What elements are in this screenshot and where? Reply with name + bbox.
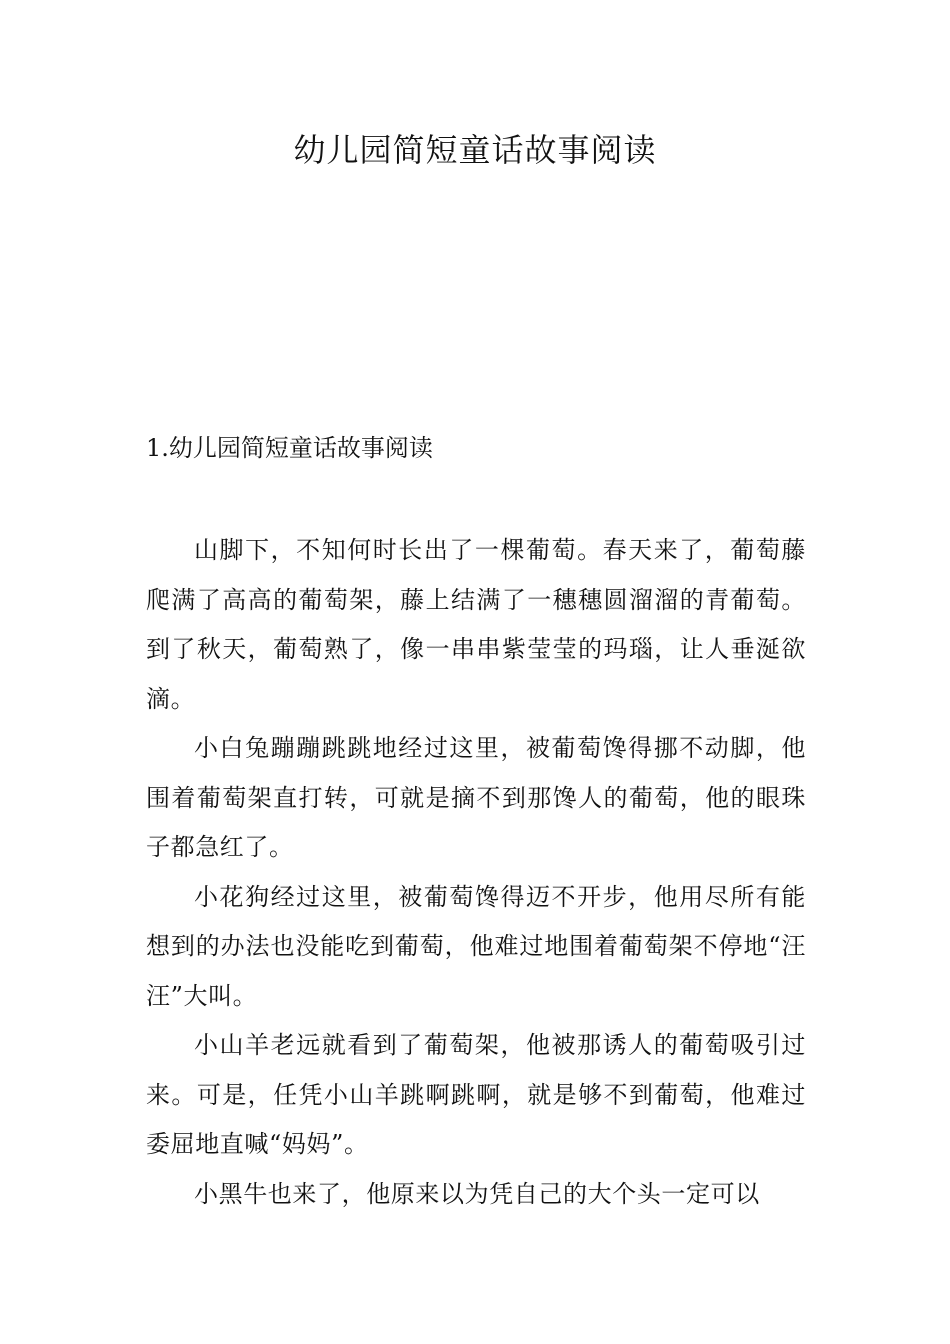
document-title: 幼儿园简短童话故事阅读	[293, 131, 657, 169]
paragraph: 小山羊老远就看到了葡萄架，他被那诱人的葡萄吸引过来。可是，任凭小山羊跳啊跳啊，就是够不到葡萄，他难过委屈地直喊“妈妈”。	[146, 1031, 806, 1158]
paragraph: 小黑牛也来了，他原来以为凭自己的大个头一定可以	[194, 1179, 760, 1208]
paragraph: 山脚下，不知何时长出了一棵葡萄。春天来了，葡萄藤爬满了高高的葡萄架，藤上结满了一穗穗圆溜溜的青葡萄。到了秋天，葡萄熟了，像一串串紫莹莹的玛瑙，让人垂涎欲滴。	[146, 536, 806, 713]
paragraph: 小花狗经过这里，被葡萄馋得迈不开步，他用尽所有能想到的办法也没能吃到葡萄，他难过地围着葡萄架不停地“汪汪”大叫。	[146, 882, 806, 1010]
story-body	[146, 526, 806, 1219]
section-heading: 1.幼儿园简短童话故事阅读	[146, 434, 433, 462]
paragraph: 小白兔蹦蹦跳跳地经过这里，被葡萄馋得挪不动脚，他围着葡萄架直打转，可就是摘不到那馋人的葡萄，他的眼珠子都急红了。	[146, 734, 806, 861]
